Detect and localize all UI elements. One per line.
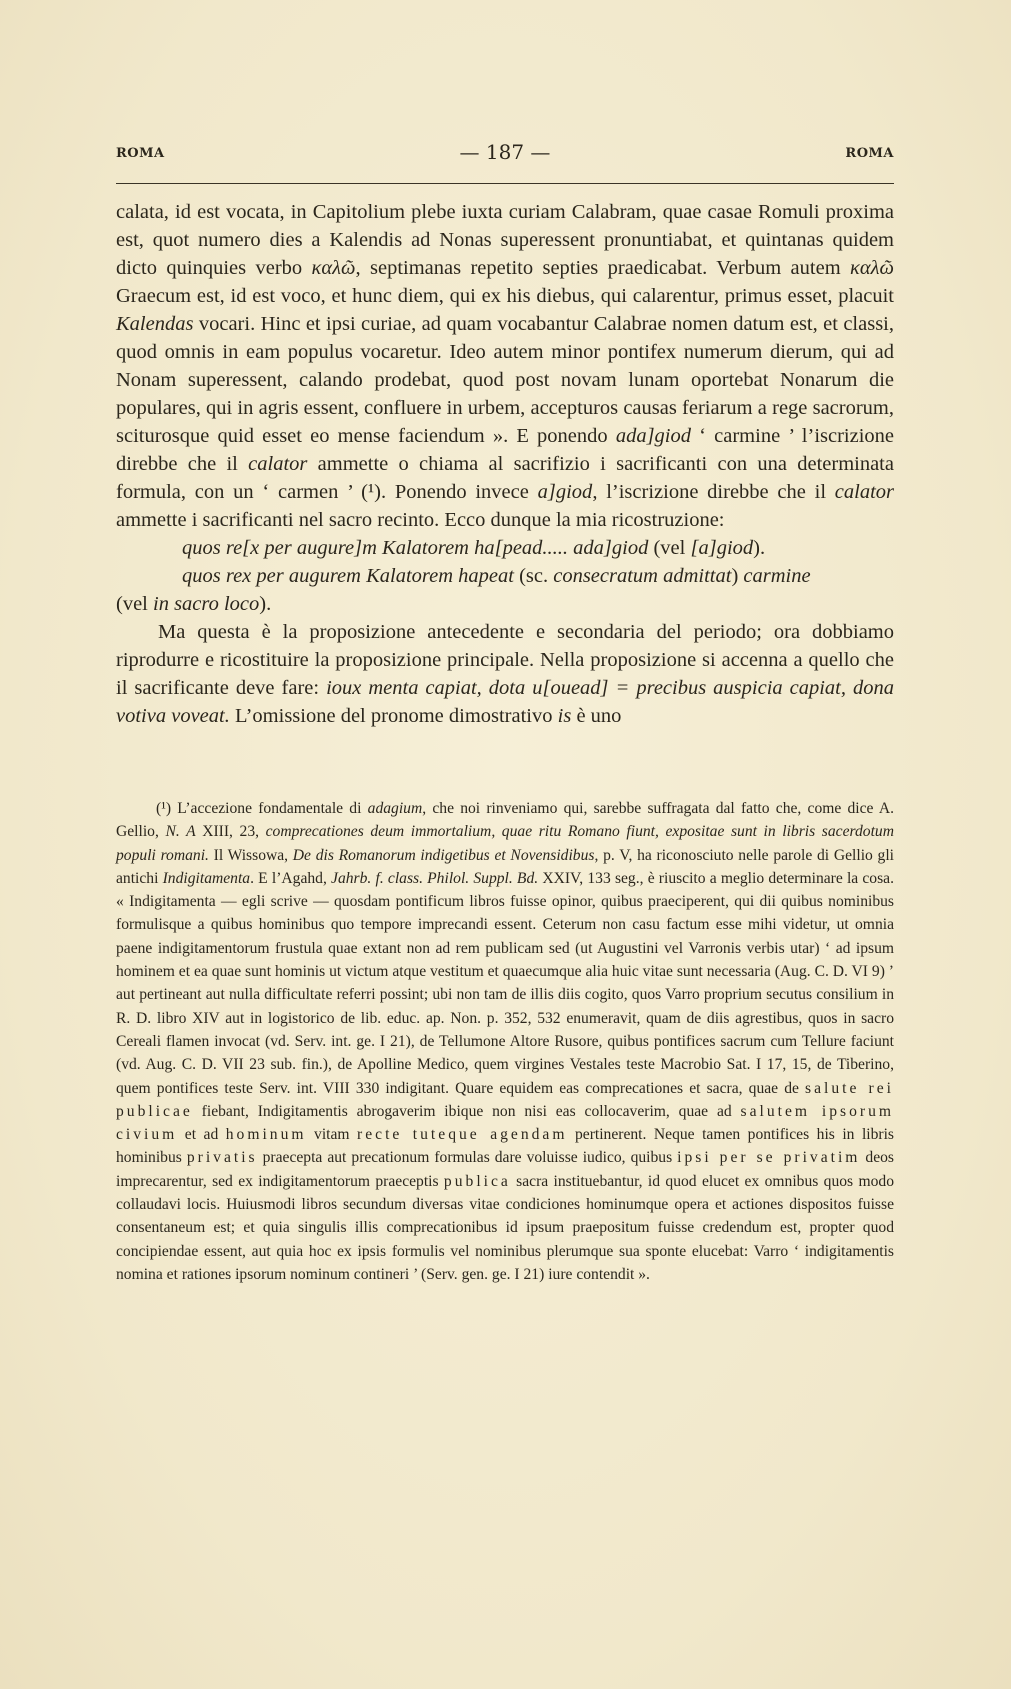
italic-term: adagium — [367, 800, 423, 817]
reconstruction-line-1 — [116, 534, 894, 562]
italic-term: consecratum admittat — [553, 565, 732, 587]
text-run: fiebant, Indigitamentis abrogaverim ibique non nisi eas collocaverim, quae ad — [192, 1102, 741, 1120]
italic-term: N. A — [165, 823, 196, 841]
text-run: calata, id est vocata, in Capitolium plebe iuxta curiam Calabram, quae casae Romuli proxima est, quot numero dies a Kalendis ad Nonas superessent pronuntiabat, et quintanas quidem dicto quinquies verbo — [116, 201, 894, 279]
text-run: , septimanas repetito septies praedicabat. Verbum autem — [355, 257, 851, 279]
text-run: (¹) L’accezione fondamentale di — [156, 800, 368, 817]
text-run: , che noi rinveniamo qui, sarebbe suffragata dal fatto che, come dice A. Gellio, — [116, 800, 894, 841]
italic-term: [a]giod — [690, 537, 754, 559]
italic-term: Indigitamenta — [162, 869, 251, 887]
text-run: ‘ carmine ’ l’iscrizione direbbe che il — [116, 425, 895, 475]
text-run: praecepta aut precationum formulas dare voluisse iudico, quibus — [257, 1149, 678, 1167]
text-run: . E l’Agahd, — [250, 869, 332, 887]
reconstruction-line-2 — [116, 562, 894, 590]
text-run: , l’iscrizione direbbe che il — [592, 481, 835, 503]
header-right: ROMA — [845, 146, 894, 161]
footnote-1 — [116, 797, 894, 1286]
text-run: vitam — [306, 1126, 358, 1144]
spaced-term: hominum — [225, 1126, 307, 1144]
text-run: ). — [259, 593, 272, 615]
italic-term: calator — [834, 481, 894, 503]
text-run: (vel — [116, 593, 153, 615]
italic-term: ada]giod — [615, 425, 692, 447]
italic-term: De dis Romanorum indigetibus et Novensidibus — [292, 846, 595, 864]
italic-term: Kalendas — [116, 313, 194, 335]
italic-term: comprecationes deum immortalium, quae ritu Romano fiunt, expositae sunt in libris sacerdotum populi romani. — [116, 823, 894, 864]
italic-term: quos re[x per augure]m Kalatorem ha[pead..... ada]giod — [182, 537, 649, 559]
footnote-section — [116, 797, 894, 1286]
text-run: (sc. — [513, 565, 554, 587]
header-rule — [116, 183, 894, 184]
greek-word: καλῶ — [850, 257, 894, 279]
text-run: L’omissione del pronome dimostrativo — [229, 705, 558, 727]
header-left: ROMA — [116, 146, 165, 161]
italic-term: calator — [248, 453, 308, 475]
italic-term: quos rex per augurem Kalatorem hapeat — [182, 565, 514, 587]
spaced-term: publica — [443, 1172, 511, 1190]
main-text — [116, 198, 894, 730]
spaced-term: ipsi per se privatim — [677, 1149, 861, 1167]
paragraph-2 — [116, 618, 894, 730]
text-run: XIII, 23, — [195, 823, 266, 841]
text-run: Ma questa è la proposizione antecedente e secondaria del periodo; ora dobbiamo riprodurre e ricostituire la proposizione principale. Nella proposizione si accenna a quello che il sacrificante deve fare: — [116, 621, 894, 699]
page-number: — 187 — — [459, 140, 551, 164]
text-run: XXIV, 133 seg., è riuscito a meglio determinare la cosa. « Indigitamenta — egli scrive — quosdam pontificum libros fuisse opinor, quibus praeciperent, qui dii quibus nominibus formulisque a quibus hominibus quo tempore imprecandi essent. Ceterum non casu factum esse mihi videtur, ut omnia paene indigitamentorum frustula quae extant non ad rem publicam sed (ut Augustini vel Varronis verbis utar) ‘ ad ipsum hominem et ea quae sunt hominis ut victum atque vestitum et quaecumque alia huic vitae sunt necessaria (Aug. C. D. VI 9) ’ aut pertineant aut nulla difficultate referri possint; ubi non tam de illis diis cogito, quos Varro proprium secutus consilium in R. D. libro XIV aut in logistorico de lib. educ. ap. Non. p. 352, 532 enumeravit, quam de diis agrestibus, quos in sacro Cereali flamen invocat (vd. Serv. int. ge. I 21), de Tellumone Altore Rusore, quibus pontifices sacrum cum Tellure faciunt (vd. Aug. C. D. VII 23 sub. fin.), de Apolline Medico, quem virgines Vestales teste Macrobio Sat. I 17, 15, de Tiberino, quem pontifices teste Serv. int. VIII 330 indigitant. Quare equidem eas comprecationes et sacra, quae de — [116, 869, 894, 1097]
running-header — [116, 140, 894, 170]
spaced-term: privatis — [186, 1149, 258, 1167]
text-run: deos imprecarentur, sed ex indigitamentorum praeceptis — [116, 1149, 895, 1190]
text-run: Graecum est, id est voco, et hunc diem, qui ex his diebus, qui calarentur, primus esset, placuit — [116, 285, 894, 307]
text-run: sacra instituebantur, id quod elucet ex omnibus quos modo collaudavi locis. Huiusmodi libros secundum diversas vitae condiciones hominumque opera et actiones dispositos fuisse consentaneum est; et quia singulis illis comprecationibus id ipsum praepositum fuisse credendum est, propter quod concipiendae essent, aut quia hoc ex ipsis formulis vel nominibus plerumque sua sponte elucebat: Varro ‘ indigitamentis nomina et rationes ipsorum nominum contineri ’ (Serv. gen. ge. I 21) iure contendit ». — [116, 1172, 894, 1283]
spaced-term: salute rei publicae — [116, 1079, 894, 1120]
italic-term: Jahrb. f. class. Philol. Suppl. Bd. — [331, 869, 539, 887]
paragraph-1 — [116, 198, 894, 534]
greek-word: καλῶ — [311, 257, 356, 279]
text-run: è uno — [571, 705, 622, 727]
text-run: ammette o chiama al sacrifizio i sacrificanti con una determinata formula, con un ‘ carmen ’ (¹). Ponendo invece — [116, 453, 894, 503]
italic-term: is — [557, 705, 572, 727]
text-run: (vel — [648, 537, 691, 559]
text-run: , p. V, ha riconosciuto nelle parole di Gellio gli antichi — [116, 846, 895, 887]
spaced-term: recte tuteque agendam — [357, 1126, 568, 1144]
italic-term: in sacro loco — [153, 593, 260, 615]
text-run: Il Wissowa, — [208, 846, 293, 864]
reconstruction-line-3 — [116, 590, 894, 618]
spaced-term: salutem ipsorum civium — [116, 1102, 894, 1144]
text-run: ). — [753, 537, 766, 559]
italic-term: ioux menta capiat, dota u[ouead] = precibus auspicia capiat, dona votiva voveat. — [116, 677, 894, 727]
text-run: ) — [731, 565, 744, 587]
text-run: ammette i sacrificanti nel sacro recinto. Ecco dunque la mia ricostruzione: — [116, 509, 725, 531]
text-run: vocari. Hinc et ipsi curiae, ad quam vocabantur Calabrae nomen datum est, et classi, quod omnis in eam populus vocaretur. Ideo autem minor pontifex numerum dierum, qui ad Nonam superessent, calando prodebat, quod post novam lunam oportebat Nonarum die populares, qui in agris essent, confluere in urbem, accepturos causas feriarum a rege sacrorum, sciturosque quid esset eo mense faciendum ». E ponendo — [116, 313, 894, 447]
text-run: et ad — [177, 1126, 226, 1144]
italic-term: carmine — [743, 565, 811, 587]
text-run: pertinerent. Neque tamen pontifices his in libris hominibus — [116, 1126, 894, 1167]
italic-term: a]giod — [537, 481, 593, 503]
